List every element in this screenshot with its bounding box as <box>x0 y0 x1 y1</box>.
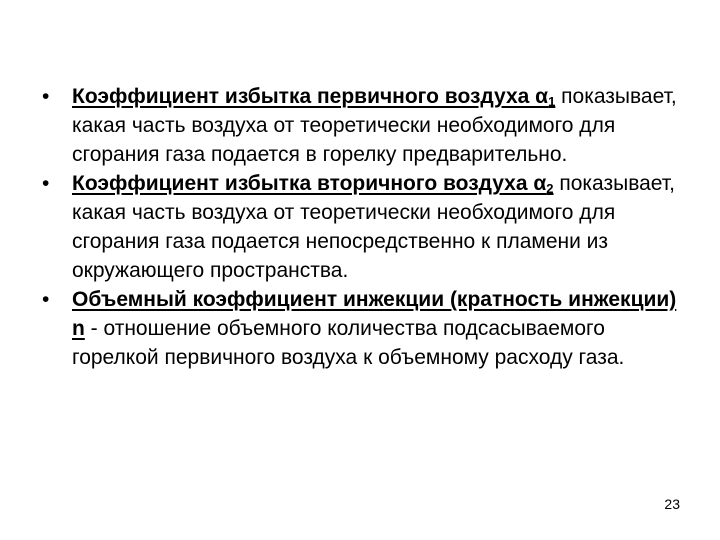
bullet-icon: • <box>42 172 50 195</box>
term-primary-air <box>72 85 555 108</box>
term-secondary-air <box>72 172 554 195</box>
term-subscript: 2 <box>546 181 554 196</box>
bullet-item-injection-coefficient <box>42 285 692 372</box>
bullet-icon: • <box>42 288 50 311</box>
bullet-list <box>42 82 692 372</box>
term-text: Коэффициент избытка вторичного воздуха α <box>72 172 547 195</box>
term-subscript: 1 <box>548 94 556 109</box>
definition-primary-air: показывает, какая часть воздуха от теоретически необходимого для сгорания газа подается в горелку предварительно. <box>72 85 677 166</box>
definition-secondary-air: показывает, какая часть воздуха от теоретически необходимого для сгорания газа подается непосредственно к пламени из окружающего пространства. <box>72 172 675 282</box>
definition-injection-coefficient: - отношение объемного количества подсасываемого горелкой первичного воздуха к объемному расходу газа. <box>72 317 625 369</box>
term-text: Объемный коэффициент инжекции (кратность инжекции) n <box>72 288 677 340</box>
term-text: Коэффициент избытка первичного воздуха α <box>72 85 549 108</box>
bullet-item-secondary-air <box>42 169 692 285</box>
slide-number: 23 <box>664 496 680 512</box>
bullet-item-primary-air <box>42 82 692 169</box>
bullet-icon: • <box>42 85 50 108</box>
